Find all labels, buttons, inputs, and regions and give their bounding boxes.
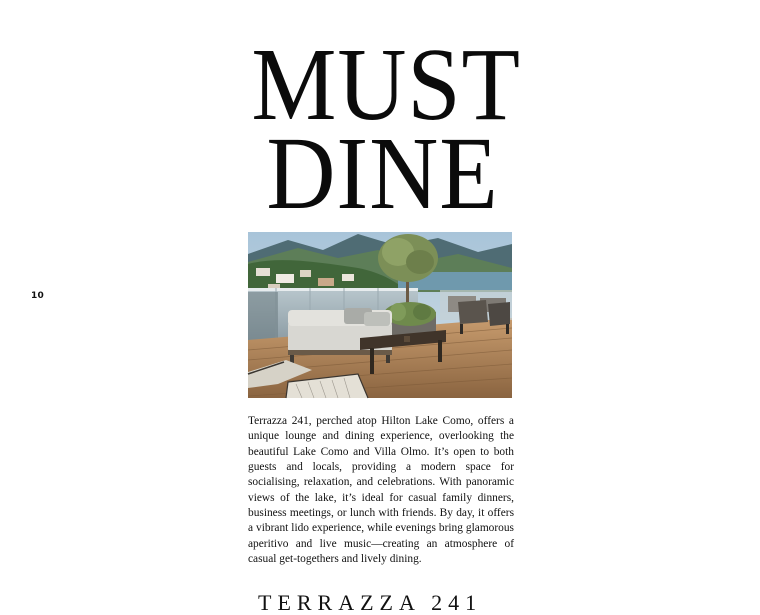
headline — [240, 27, 525, 231]
headline-line-2: DINE — [266, 116, 499, 231]
page-number: 10 — [31, 291, 44, 301]
article-body-text: Terrazza 241, perched atop Hilton Lake Como, offers a unique lounge and dining experience, overlooking the beautiful Lake Como and Villa Olmo. It’s open to both guests and locals, providing a modern space for socialising, relaxation, and celebrations. With panoramic views of the lake, it’s ideal for casual family dinners, business meetings, or lunch with friends. By day, it offers a vibrant lido experience, while evenings bring glamorous aperitivo and live music—creating an atmosphere of casual get-togethers and lively dining. — [248, 415, 514, 566]
next-section-heading-partial: TERRAZZA 241 — [258, 590, 483, 615]
headline-line-1: MUST — [251, 27, 521, 142]
rooftop-terrace-photo — [248, 232, 512, 398]
